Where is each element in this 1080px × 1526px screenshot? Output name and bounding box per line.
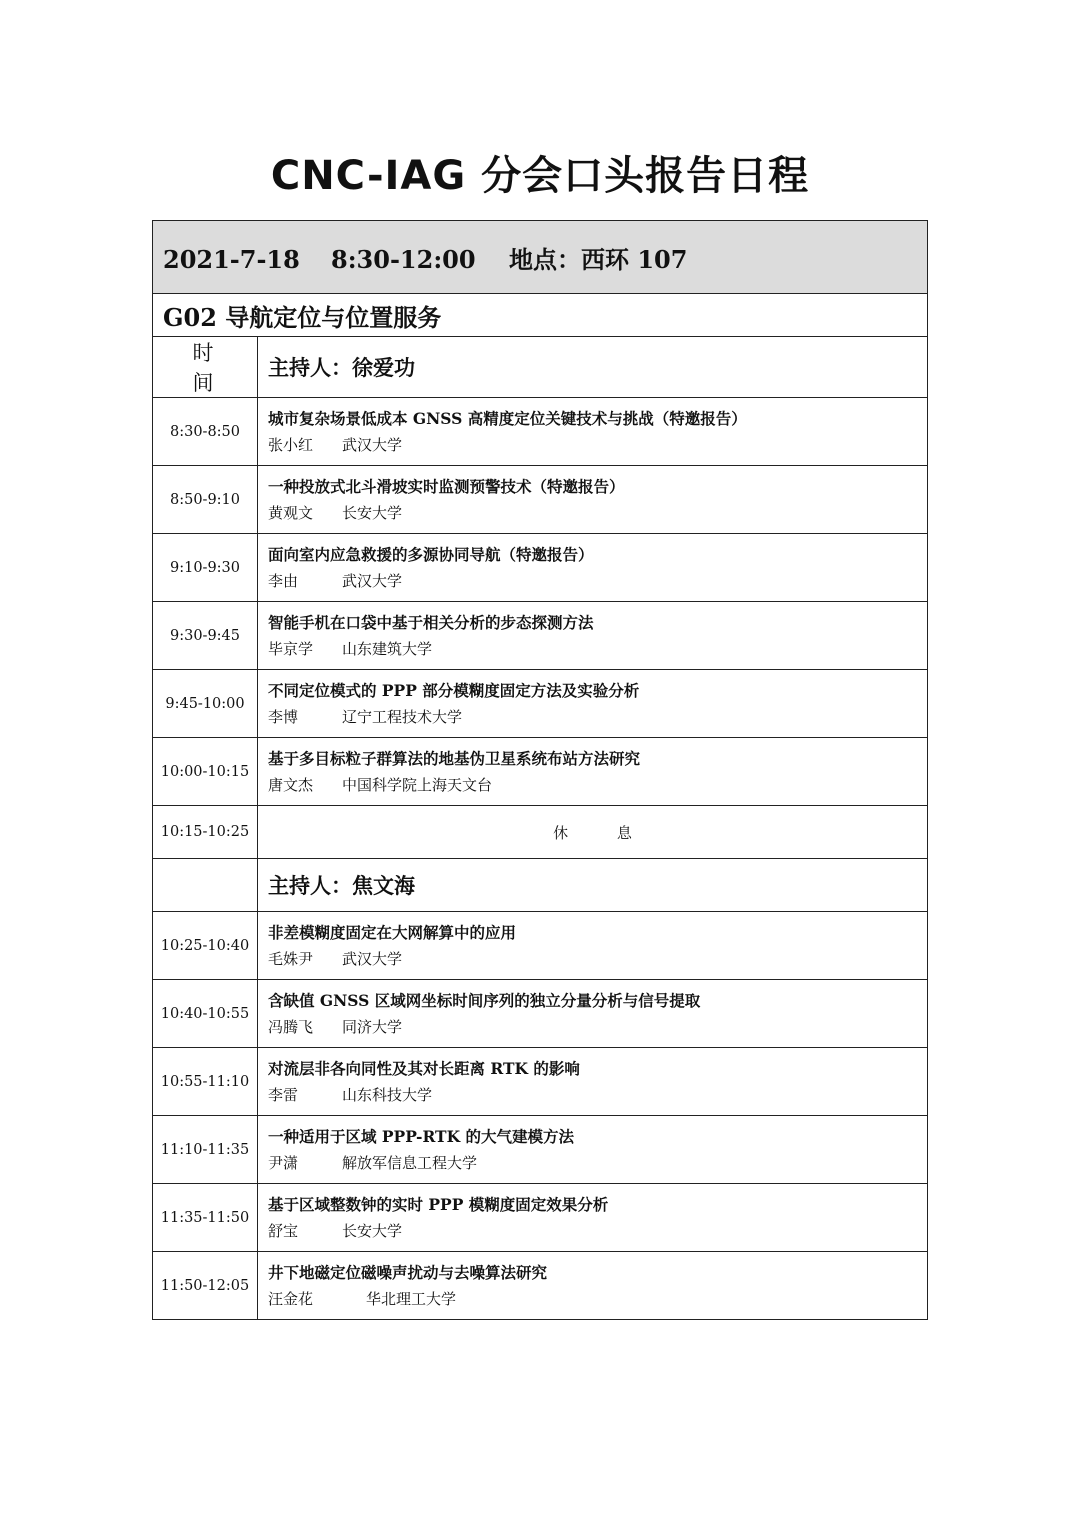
- talk-title: 城市复杂场景低成本 GNSS 高精度定位关键技术与挑战（特邀报告）: [268, 408, 747, 428]
- talk-row: [153, 738, 928, 806]
- talk-time: 10:55-11:10: [153, 1048, 258, 1116]
- talk-time: 10:00-10:15: [153, 738, 258, 806]
- speaker-affiliation: 辽宁工程技术大学: [342, 707, 463, 726]
- talk-content: [258, 1184, 928, 1252]
- speaker-affiliation: 山东科技大学: [342, 1085, 433, 1104]
- location: 地点：西环 107: [509, 244, 688, 274]
- speaker-name: 冯腾飞: [268, 1017, 314, 1036]
- talk-time: 11:35-11:50: [153, 1184, 258, 1252]
- talk-title: 对流层非各向同性及其对长距离 RTK 的影响: [268, 1058, 580, 1078]
- speaker-affiliation: 解放军信息工程大学: [342, 1153, 478, 1172]
- break-row: [153, 806, 928, 859]
- speaker-name: 毕京学: [268, 639, 314, 658]
- moderator-row: [153, 859, 928, 912]
- talk-title: 一种投放式北斗滑坡实时监测预警技术（特邀报告）: [268, 476, 625, 496]
- talk-title: 面向室内应急救援的多源协同导航（特邀报告）: [268, 544, 594, 564]
- speaker-affiliation: 武汉大学: [342, 949, 403, 968]
- speaker-affiliation: 武汉大学: [342, 435, 403, 454]
- talk-time: 9:10-9:30: [153, 534, 258, 602]
- talk-title: 不同定位模式的 PPP 部分模糊度固定方法及实验分析: [268, 680, 640, 700]
- talk-row: [153, 1048, 928, 1116]
- talk-time: 8:30-8:50: [153, 398, 258, 466]
- talk-title: 一种适用于区域 PPP-RTK 的大气建模方法: [268, 1126, 574, 1146]
- speaker-name: 李博: [268, 707, 299, 726]
- time-column-label: 时 间: [153, 337, 258, 398]
- talk-time: 10:25-10:40: [153, 912, 258, 980]
- moderator-row: [153, 337, 928, 398]
- talk-content: [258, 670, 928, 738]
- talk-content: [258, 1252, 928, 1320]
- speaker-affiliation: 同济大学: [342, 1017, 403, 1036]
- talk-time: 9:30-9:45: [153, 602, 258, 670]
- break-time: 10:15-10:25: [153, 806, 258, 859]
- talk-title: 非差模糊度固定在大网解算中的应用: [268, 922, 517, 942]
- empty-time-cell: [153, 859, 258, 912]
- talk-row: [153, 602, 928, 670]
- talk-content: [258, 1116, 928, 1184]
- talk-row: [153, 912, 928, 980]
- date: 2021-7-18: [163, 244, 300, 274]
- talk-time: 9:45-10:00: [153, 670, 258, 738]
- talk-row: [153, 980, 928, 1048]
- speaker-name: 舒宝: [268, 1221, 299, 1240]
- talk-content: [258, 1048, 928, 1116]
- speaker-name: 毛姝尹: [268, 949, 314, 968]
- talk-row: [153, 398, 928, 466]
- talk-row: [153, 670, 928, 738]
- talk-content: [258, 398, 928, 466]
- speaker-name: 黄观文: [268, 503, 314, 522]
- speaker-name: 汪金花: [268, 1289, 314, 1308]
- talk-time: 8:50-9:10: [153, 466, 258, 534]
- moderator: 主持人：徐爱功: [258, 337, 928, 398]
- talk-content: [258, 466, 928, 534]
- header-cell: [153, 221, 928, 294]
- break-label: 休 息: [258, 806, 928, 859]
- schedule-table: [152, 220, 928, 1320]
- page-title: CNC-IAG 分会口头报告日程: [270, 153, 810, 199]
- talk-title: 基于多目标粒子群算法的地基伪卫星系统布站方法研究: [268, 748, 641, 768]
- talk-row: [153, 1116, 928, 1184]
- speaker-name: 李由: [268, 571, 299, 590]
- speaker-name: 李雷: [268, 1085, 299, 1104]
- speaker-affiliation: 武汉大学: [342, 571, 403, 590]
- speaker-affiliation: 长安大学: [342, 1221, 403, 1240]
- speaker-name: 尹潇: [268, 1153, 299, 1172]
- talk-content: [258, 602, 928, 670]
- speaker-affiliation: 山东建筑大学: [342, 639, 433, 658]
- speaker-name: 唐文杰: [268, 775, 314, 794]
- speaker-affiliation: 中国科学院上海天文台: [342, 775, 493, 794]
- talk-row: [153, 1184, 928, 1252]
- talk-content: [258, 534, 928, 602]
- talk-content: [258, 980, 928, 1048]
- speaker-affiliation: 华北理工大学: [366, 1289, 457, 1308]
- talk-content: [258, 738, 928, 806]
- speaker-name: 张小红: [268, 435, 314, 454]
- session-title: G02 导航定位与位置服务: [153, 294, 928, 337]
- talk-row: [153, 534, 928, 602]
- session-row: [153, 294, 928, 337]
- talk-time: 11:50-12:05: [153, 1252, 258, 1320]
- talk-title: 井下地磁定位磁噪声扰动与去噪算法研究: [268, 1262, 548, 1282]
- talk-title: 基于区域整数钟的实时 PPP 模糊度固定效果分析: [268, 1194, 609, 1214]
- moderator: 主持人：焦文海: [258, 859, 928, 912]
- talk-title: 智能手机在口袋中基于相关分析的步态探测方法: [268, 612, 594, 632]
- talk-time: 11:10-11:35: [153, 1116, 258, 1184]
- talk-time: 10:40-10:55: [153, 980, 258, 1048]
- time-range: 8:30-12:00: [331, 244, 476, 274]
- talk-row: [153, 466, 928, 534]
- speaker-affiliation: 长安大学: [342, 503, 403, 522]
- schedule-header: [153, 221, 928, 294]
- talk-title: 含缺值 GNSS 区域网坐标时间序列的独立分量分析与信号提取: [268, 990, 701, 1010]
- talk-row: [153, 1252, 928, 1320]
- talk-content: [258, 912, 928, 980]
